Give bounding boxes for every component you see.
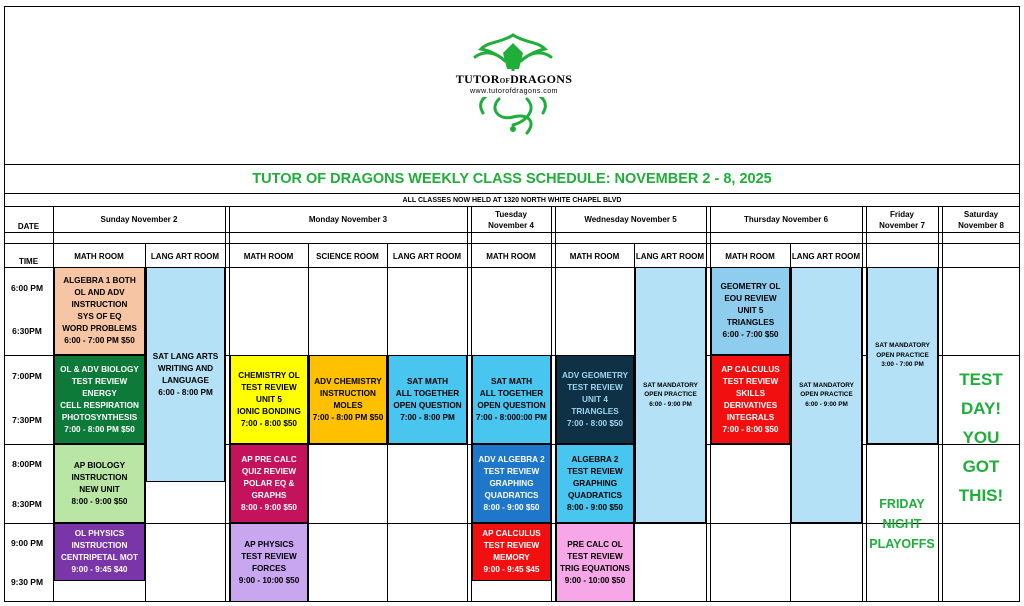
time-slot-label: 7:00PM <box>12 371 42 381</box>
class-line: OL PHYSICS <box>74 529 125 538</box>
class-block <box>556 355 634 444</box>
class-line: TRIANGLES <box>571 406 619 416</box>
class-line: ALGEBRA 2 <box>571 454 619 464</box>
grid-line <box>4 232 1020 233</box>
class-line: SAT MANDATORY <box>799 381 854 389</box>
class-line: TEST REVIEW <box>567 551 623 561</box>
class-block <box>54 444 145 523</box>
class-line: TRIANGLES <box>726 318 775 327</box>
class-line: WORD PROBLEMS <box>62 324 137 333</box>
class-line: UNIT 4 <box>582 394 608 404</box>
test-day-line: TEST <box>959 370 1003 389</box>
grid-line <box>551 206 552 602</box>
class-line: SKILLS <box>735 388 766 398</box>
grid-line <box>467 206 468 602</box>
class-line: 7:00 - 8:00 $50 <box>722 424 779 434</box>
class-line: 7:00 - 8:00 PM $50 <box>312 412 384 422</box>
class-block <box>472 523 551 581</box>
class-line: TEST REVIEW <box>483 466 540 476</box>
class-line: OPEN PRACTICE <box>800 391 853 399</box>
class-line: OPEN QUESTION <box>393 400 462 410</box>
class-line: TEST REVIEW <box>483 541 540 550</box>
grid-line <box>862 206 863 602</box>
class-line: TEST REVIEW <box>241 551 297 561</box>
class-line: LANGUAGE <box>162 375 209 385</box>
class-line: INSTRUCTION <box>320 388 376 398</box>
class-line: 9:00 - 9:45 $40 <box>71 565 128 574</box>
day-header-sunday: Sunday November 2 <box>100 215 178 224</box>
class-line: TRIG EQUATIONS <box>560 563 630 573</box>
class-line: OPEN QUESTION <box>477 400 546 410</box>
time-slot-label: 9:00 PM <box>10 538 44 548</box>
grid-line <box>938 206 939 602</box>
friday-playoffs-line: NIGHT <box>882 517 922 531</box>
class-line: IONIC BONDING <box>237 406 301 416</box>
class-line: OL & ADV BIOLOGY <box>60 364 139 374</box>
logo-area <box>4 6 1020 164</box>
class-block <box>635 267 706 523</box>
room-header: LANG ART ROOM <box>791 252 861 261</box>
brand-name <box>455 71 573 87</box>
class-line: SYS OF EQ <box>77 312 122 321</box>
day-header-wednesday: Wednesday November 5 <box>584 215 677 224</box>
class-block <box>309 355 387 444</box>
class-line: AP CALCULUS <box>482 529 541 538</box>
schedule-subtitle <box>4 194 1020 206</box>
room-header: SCIENCE ROOM <box>316 252 379 261</box>
class-line: ALGEBRA 1 BOTH <box>63 276 136 285</box>
class-block <box>146 267 225 482</box>
day-header-tuesday-line1: Tuesday <box>495 210 527 219</box>
time-label: TIME <box>18 257 39 266</box>
class-line: FORCES <box>251 563 287 573</box>
time-slot-label: 8:00PM <box>12 459 42 469</box>
day-header-saturday-line1: Saturday <box>963 210 999 219</box>
class-line: ALL TOGETHER <box>479 388 544 398</box>
friday-playoffs-line: FRIDAY <box>879 497 925 511</box>
class-block <box>472 444 551 523</box>
class-line: GEOMETRY OL <box>720 282 781 291</box>
room-header: LANG ART ROOM <box>635 252 705 261</box>
time-slot-label: 8:30PM <box>12 499 42 509</box>
class-line: ADV ALGEBRA 2 <box>478 454 545 464</box>
class-line: TEST REVIEW <box>567 466 623 476</box>
class-line: OPEN PRACTICE <box>644 391 697 399</box>
class-line: PHOTOSYNTHESIS <box>61 412 138 422</box>
class-line: QUADRATICS <box>568 490 622 500</box>
room-header: MATH ROOM <box>243 252 294 261</box>
class-line: ADV GEOMETRY <box>561 370 629 380</box>
class-line: PRE CALC OL <box>567 539 623 549</box>
class-line: WRITING AND <box>157 363 214 373</box>
class-line: 6:00 - 8:00 PM <box>158 387 213 397</box>
class-line: 8:00 - 9:00 $50 <box>483 502 540 512</box>
class-line: ADV CHEMISTRY <box>314 376 382 386</box>
test-day-line: DAY! <box>961 399 1001 418</box>
class-line: AP PRE CALC <box>241 454 297 464</box>
class-line: GRAPHING <box>489 478 534 488</box>
class-line: POLAR EQ & <box>243 478 295 488</box>
class-block <box>54 523 145 581</box>
class-line: INSTRUCTION <box>71 300 128 309</box>
day-header-saturday-line2: November 8 <box>958 221 1004 230</box>
grid-line <box>706 206 707 602</box>
class-block <box>388 355 467 444</box>
class-line: AP CALCULUS <box>721 364 780 374</box>
class-line: GRAPHS <box>251 490 287 500</box>
class-line: AP BIOLOGY <box>73 460 126 470</box>
class-line: EOU REVIEW <box>724 294 777 303</box>
class-line: NEW UNIT <box>79 484 120 494</box>
class-block <box>230 523 308 602</box>
class-line: 7:00 - 8:00 $50 <box>241 418 297 428</box>
class-block <box>230 444 308 523</box>
class-line: 9:00 - 9:45 $45 <box>483 565 540 574</box>
room-header: MATH ROOM <box>569 252 620 261</box>
brand-name-of: OF <box>499 77 511 85</box>
class-line: TEST REVIEW <box>567 382 623 392</box>
class-line: 7:00 - 8:00 $50 <box>567 418 623 428</box>
room-header: MATH ROOM <box>725 252 775 261</box>
class-line: QUIZ REVIEW <box>241 466 297 476</box>
class-line: 6:00 - 9:00 PM <box>805 400 848 408</box>
friday-playoffs-line: PLAYOFFS <box>869 537 935 551</box>
class-line: 8:00 - 9:00 $50 <box>567 502 623 512</box>
class-line: 9:00 - 10:00 $50 <box>238 575 300 585</box>
class-line: CENTRIPETAL MOT <box>60 553 139 562</box>
test-day-line: GOT <box>962 457 1000 476</box>
class-line: 3:00 - 7:00 PM <box>881 361 924 369</box>
class-block <box>54 355 145 444</box>
saturday-test-day-text <box>942 365 1020 510</box>
class-line: TEST REVIEW <box>71 376 128 386</box>
date-label: DATE <box>17 222 40 231</box>
class-block <box>711 267 790 355</box>
brand-name-part: TUTOR <box>455 72 500 86</box>
test-day-line: YOU <box>962 428 1000 447</box>
class-line: DERIVATIVES <box>723 400 778 410</box>
day-header-thursday: Thursday November 6 <box>743 215 829 224</box>
class-line: 7:00 - 8:00 PM <box>400 412 455 422</box>
class-line: MOLES <box>333 400 363 410</box>
class-block <box>556 444 634 523</box>
class-line: SAT MANDATORY <box>875 342 930 350</box>
class-line: UNIT 5 <box>737 306 764 315</box>
friday-playoffs-text <box>866 494 938 554</box>
class-line: TEST REVIEW <box>241 382 297 392</box>
class-line: INTEGRALS <box>726 412 775 422</box>
class-block <box>472 355 551 444</box>
class-line: MEMORY <box>493 553 530 562</box>
time-slot-label: 7:30PM <box>12 415 42 425</box>
class-line: SAT MANDATORY <box>643 381 698 389</box>
day-header-friday-line1: Friday <box>889 210 914 219</box>
class-line: SAT MATH <box>490 376 533 386</box>
time-slot-label: 9:30 PM <box>10 577 44 587</box>
class-line: 8:00 - 9:00 $50 <box>71 496 128 506</box>
class-line: CELL RESPIRATION <box>60 400 139 410</box>
schedule-subtitle-text: ALL CLASSES NOW HELD AT 1320 NORTH WHITE CHAPEL BLVD <box>402 196 622 204</box>
class-line: ALL TOGETHER <box>395 388 460 398</box>
class-line: QUADRATICS <box>484 490 539 500</box>
class-block <box>54 267 145 355</box>
brand-url: www.tutorofdragons.com <box>455 87 573 97</box>
room-header: MATH ROOM <box>486 252 536 261</box>
class-block <box>711 355 790 444</box>
schedule-title-text: TUTOR OF DRAGONS WEEKLY CLASS SCHEDULE: NOVEMBER 2 - 8, 2025 <box>252 171 772 187</box>
class-line: 8:00 - 9:00 $50 <box>241 502 297 512</box>
class-line: UNIT 5 <box>256 394 282 404</box>
class-line: 6:00 - 9:00 PM <box>649 400 692 408</box>
class-line: INSTRUCTION <box>71 472 128 482</box>
class-line: 7:00 - 8:00 PM $50 <box>64 424 135 434</box>
time-slot-label: 6:00 PM <box>10 283 44 293</box>
class-line: SAT LANG ARTS <box>152 351 219 361</box>
room-header: MATH ROOM <box>74 252 124 261</box>
class-line: SAT MATH <box>406 376 449 386</box>
time-slot-label: 6:30PM <box>12 326 42 336</box>
test-day-line: THIS! <box>958 486 1004 505</box>
class-line: GRAPHING <box>572 478 618 488</box>
class-line: ENERGY <box>82 388 117 398</box>
class-block <box>556 523 634 602</box>
class-line: CHEMISTRY OL <box>238 370 300 380</box>
class-line: AP PHYSICS <box>244 539 294 549</box>
day-header-friday-line2: November 7 <box>879 221 925 230</box>
class-line: INSTRUCTION <box>71 541 128 550</box>
class-line: TEST REVIEW <box>722 376 779 386</box>
class-line: OPEN PRACTICE <box>876 351 929 359</box>
grid-line <box>4 243 1020 244</box>
class-line: 9:00 - 10:00 $50 <box>564 575 626 585</box>
room-header: LANG ART ROOM <box>392 252 462 261</box>
brand-name-end: DRAGONS <box>510 72 573 86</box>
class-line: OL AND ADV <box>74 288 125 297</box>
room-header: LANG ART ROOM <box>150 252 220 261</box>
class-block <box>230 355 308 444</box>
day-header-monday: Monday November 3 <box>308 215 388 224</box>
class-line: 7:00 - 8:000:00 PM <box>476 412 547 422</box>
grid-line <box>225 206 226 602</box>
class-block <box>867 267 938 444</box>
schedule-title <box>4 164 1020 194</box>
day-header-tuesday-line2: November 4 <box>488 221 534 230</box>
class-line: 6:00 - 7:00 PM $50 <box>64 336 135 345</box>
class-block <box>791 267 862 523</box>
class-line: 6:00 - 7:00 $50 <box>722 330 779 339</box>
